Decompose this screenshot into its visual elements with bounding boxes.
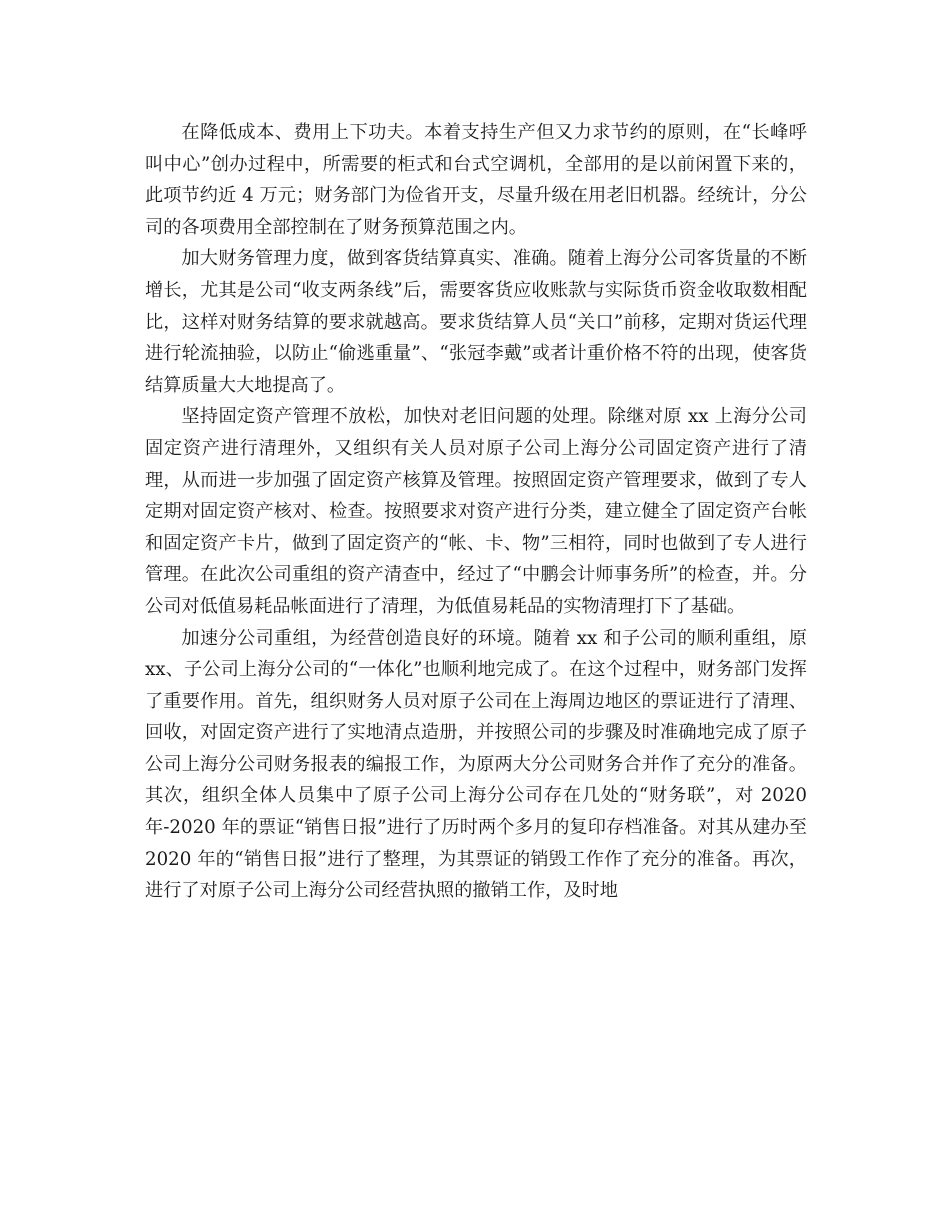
- paragraph-fixed-assets: 坚持固定资产管理不放松，加快对老旧问题的处理。除继对原 xx 上海分公司固定资产进行清理外，又组织有关人员对原子公司上海分公司固定资产进行了清理，从而进一步加强了固定资产核算及管理。按照固定资产管理要求，做到了专人定期对固定资产核对、检查。按照要求对资产进行分类，建立健全了固定资产台帐和固定资产卡片，做到了固定资产的“帐、卡、物”三相符，同时也做到了专人进行管理。在此次公司重组的资产清查中，经过了“中鹏会计师事务所”的检查，并。分公司对低值易耗品帐面进行了清理，为低值易耗品的实物清理打下了基础。: [145, 406, 807, 617]
- paragraph-financial-management: 加大财务管理力度，做到客货结算真实、准确。随着上海分公司客货量的不断增长，尤其是公司“收支两条线”后，需要客货应收账款与实际货币资金收取数相配比，这样对财务结算的要求就越高。要求货结算人员“关口”前移，定期对货运代理进行轮流抽验，以防止“偷逃重量”、“张冠李戴”或者计重价格不符的出现，使客货结算质量大大地提高了。: [145, 248, 807, 396]
- paragraph-cost-reduction: 在降低成本、费用上下功夫。本着支持生产但又力求节约的原则，在“长峰呼叫中心”创办过程中，所需要的柜式和台式空调机，全部用的是以前闲置下来的，此项节约近 4 万元；财务部门为俭省开支，尽量升级在用老旧机器。经统计，分公司的各项费用全部控制在了财务预算范围之内。: [145, 122, 807, 238]
- document-body: [145, 117, 807, 907]
- paragraph-restructuring: 加速分公司重组，为经营创造良好的环境。随着 xx 和子公司的顺利重组，原 xx、子公司上海分公司的“一体化”也顺利地完成了。在这个过程中，财务部门发挥了重要作用。首先，组织财务人员对原子公司在上海周边地区的票证进行了清理、回收，对固定资产进行了实地清点造册，并按照公司的步骤及时准确地完成了原子公司上海分公司财务报表的编报工作，为原两大分公司财务合并作了充分的准备。其次，组织全体人员集中了原子公司上海分公司存在几处的“财务联”，对 2020 年-2020 年的票证“销售日报”进行了历时两个多月的复印存档准备。对其从建办至 2020 年的“销售日报”进行了整理，为其票证的销毁工作作了充分的准备。再次，进行了对原子公司上海分公司经营执照的撤销工作，及时地: [145, 627, 807, 902]
